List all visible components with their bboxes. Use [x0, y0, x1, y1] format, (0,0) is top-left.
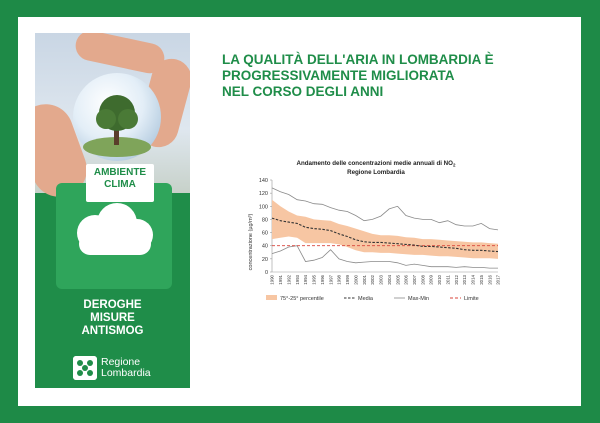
plot-area: [259, 178, 501, 285]
x-tick-label: 1992: [286, 275, 292, 285]
deroghe-line-3: ANTISMOG: [81, 325, 144, 337]
x-tick-label: 1991: [278, 275, 284, 285]
x-tick-label: 2017: [495, 275, 501, 285]
x-tick-label: 2012: [453, 275, 459, 285]
x-tick-label: 1998: [336, 275, 342, 285]
deroghe-line-2: MISURE: [90, 312, 135, 324]
regione-lombardia-logo: [73, 356, 183, 382]
y-tick-label: 80: [261, 217, 268, 224]
y-tick-label: 100: [258, 204, 268, 211]
x-tick-label: 2013: [462, 275, 468, 285]
y-tick-label: 140: [258, 178, 268, 184]
x-tick-label: 2000: [353, 275, 359, 285]
legend-label: Media: [358, 296, 373, 302]
chart-title-main: Andamento delle concentrazioni medie annuali di NO: [296, 160, 453, 167]
y-axis-label: concentrazione (µg/m³): [248, 213, 254, 271]
x-tick-label: 2008: [420, 275, 426, 285]
legend-swatch-percentile: [266, 295, 277, 300]
x-tick-label: 2003: [378, 275, 384, 285]
badge-line-2: CLIMA: [104, 179, 136, 190]
x-tick-label: 2004: [386, 275, 392, 285]
x-tick-label: 1996: [319, 275, 325, 285]
glass-globe-image: [73, 73, 161, 161]
x-tick-label: 2016: [487, 275, 493, 285]
headline-line-1: LA QUALITÀ DELL'ARIA IN LOMBARDIA È: [222, 52, 494, 67]
x-tick-label: 1994: [303, 275, 309, 285]
x-tick-label: 1990: [269, 275, 275, 285]
x-tick-label: 2007: [412, 275, 417, 285]
logo-line-1: Regione: [101, 356, 141, 368]
x-tick-label: 1995: [311, 275, 317, 285]
y-tick-label: 0: [264, 270, 268, 276]
regione-logo-icon: [73, 356, 97, 380]
legend-label: Max-Min: [408, 296, 430, 302]
x-tick-label: 1993: [294, 275, 300, 285]
x-tick-label: 2010: [437, 275, 443, 285]
headline-line-2: PROGRESSIVAMENTE MIGLIORATA: [222, 68, 455, 83]
y-tick-label: 20: [261, 256, 268, 263]
cloud-icon: [65, 201, 161, 261]
logo-text: [101, 357, 151, 379]
x-tick-label: 2005: [395, 275, 401, 285]
badge-line-1: AMBIENTE: [93, 167, 147, 178]
chart-title-subscript: 2: [452, 162, 456, 168]
y-tick-label: 40: [261, 243, 268, 250]
page-headline: [222, 52, 522, 100]
y-tick-label: 60: [261, 230, 268, 237]
x-tick-label: 2015: [479, 275, 484, 285]
x-tick-label: 1999: [345, 275, 350, 285]
legend-label: 75°-25° percentile: [280, 296, 324, 302]
x-tick-label: 2014: [470, 275, 476, 285]
x-tick-label: 2011: [445, 275, 451, 285]
x-tick-label: 2009: [428, 275, 434, 285]
chart-legend: [266, 295, 479, 302]
deroghe-line-1: DEROGHE: [83, 299, 142, 311]
no2-chart: [236, 150, 506, 310]
chart-subtitle: Regione Lombardia: [347, 169, 405, 176]
y-tick-label: 120: [258, 191, 268, 198]
x-tick-label: 1997: [328, 275, 334, 285]
legend-label: Limite: [464, 296, 479, 302]
category-badge: [86, 164, 154, 202]
x-tick-label: 2006: [403, 275, 409, 285]
chart-title: [297, 160, 456, 168]
x-tick-label: 2001: [361, 275, 367, 285]
x-tick-label: 2002: [370, 275, 376, 285]
logo-line-2: Lombardia: [101, 367, 151, 379]
headline-line-3: NEL CORSO DEGLI ANNI: [222, 84, 384, 99]
deroghe-title: [35, 299, 190, 338]
left-panel: [35, 33, 190, 388]
